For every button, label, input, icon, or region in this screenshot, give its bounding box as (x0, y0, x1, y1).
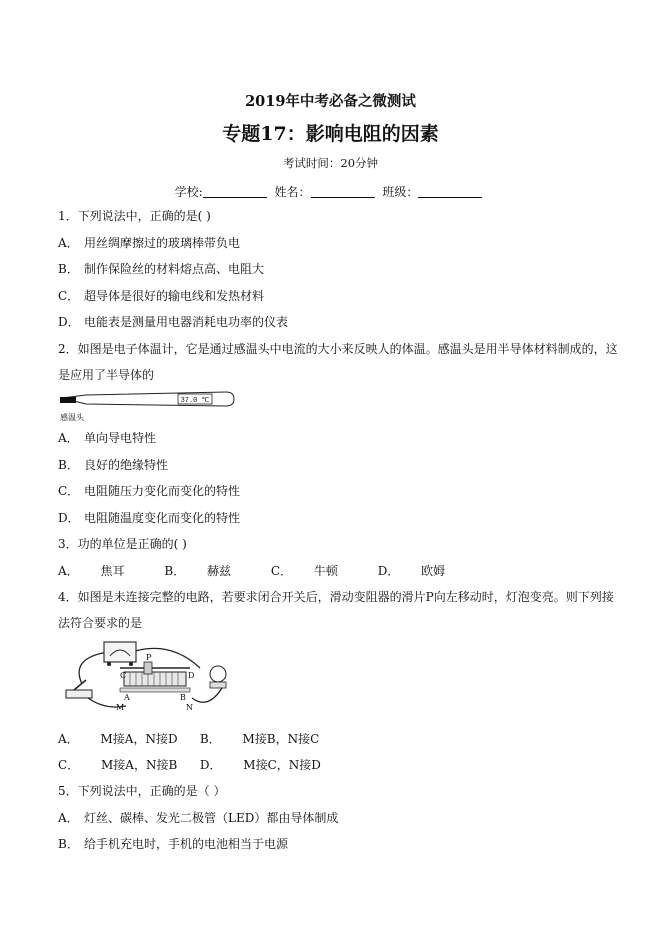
question-4-options-row1 (58, 731, 355, 747)
question-4-option-d: D． M接C，N接D (199, 758, 321, 772)
question-4-option-c: C． M接A，N接B (58, 758, 178, 772)
question-3-stem: 3．功的单位是正确的( ) (58, 537, 187, 551)
question-1-option-a: A． 用丝绸摩擦过的玻璃棒带负电 (58, 236, 241, 250)
label-p: P (146, 653, 152, 662)
question-1-option-d: D． 电能表是测量用电器消耗电功率的仪表 (58, 315, 289, 329)
question-5-option-b: B． 给手机充电时，手机的电池相当于电源 (58, 837, 289, 851)
page-title: 2019年中考必备之微测试 (245, 93, 416, 110)
question-4-options-row2 (58, 757, 357, 773)
name-field[interactable] (311, 185, 375, 198)
question-2-option-b: B． 良好的绝缘特性 (58, 458, 169, 472)
switch-base (66, 690, 92, 698)
thermometer-display: 37.0 ℃ (180, 397, 210, 405)
school-field[interactable] (203, 185, 267, 198)
question-1-stem: 1．下列说法中，正确的是( ) (58, 209, 211, 223)
question-3-option-d: D． 欧姆 (377, 564, 446, 578)
circuit-figure (60, 638, 240, 718)
question-4-option-b: B． M接B，N接C (199, 732, 320, 746)
probe-caption: 感温头 (60, 413, 84, 422)
question-4-stem-line2: 法符合要求的是 (58, 616, 143, 630)
label-c: C (120, 671, 127, 680)
label-n: N (186, 703, 193, 712)
question-4-stem-line1: 4．如图是未连接完整的电路，若要求闭合开关后，滑动变阻器的滑片P向左移动时，灯泡变亮。则下列接 (58, 590, 614, 604)
label-d: D (188, 671, 195, 680)
slider-p (144, 662, 152, 674)
class-label: 班级： (382, 185, 419, 199)
question-2-option-c: C． 电阻随压力变化而变化的特性 (58, 484, 241, 498)
question-3-option-c: C． 牛顿 (270, 564, 338, 578)
question-3-option-b: B． 赫兹 (164, 564, 232, 578)
question-2-stem-line1: 2．如图是电子体温计，它是通过感温头中电流的大小来反映人的体温。感温头是用半导体材料制成的，这 (58, 342, 618, 356)
rheostat-coil (124, 672, 186, 686)
question-2-stem-line2: 是应用了半导体的 (58, 368, 155, 382)
exam-time: 考试时间：20分钟 (282, 156, 379, 170)
question-3-option-a: A． 焦耳 (58, 564, 125, 578)
school-label: 学校: (174, 185, 203, 199)
label-b: B (180, 693, 186, 702)
bulb (210, 666, 226, 682)
label-a: A (124, 693, 130, 702)
question-3-options (58, 563, 481, 579)
question-1-option-c: C． 超导体是很好的输电线和发热材料 (58, 289, 265, 303)
meter-box (104, 642, 136, 662)
question-4-option-a: A． M接A，N接D (58, 732, 178, 746)
question-1-option-b: B． 制作保险丝的材料熔点高、电阻大 (58, 262, 265, 276)
question-5-stem: 5．下列说法中，正确的是（ ） (58, 784, 226, 798)
topic-title: 专题17：影响电阻的因素 (222, 123, 439, 145)
question-2-option-a: A． 单向导电特性 (58, 431, 157, 445)
label-m: M (116, 703, 125, 712)
student-info (0, 183, 661, 200)
question-2-option-d: D． 电阻随温度变化而变化的特性 (58, 511, 241, 525)
class-field[interactable] (418, 185, 482, 198)
name-label: 姓名： (274, 185, 311, 199)
question-5-option-a: A． 灯丝、碳棒、发光二极管（LED）都由导体制成 (58, 811, 339, 825)
thermometer-figure (58, 389, 238, 425)
